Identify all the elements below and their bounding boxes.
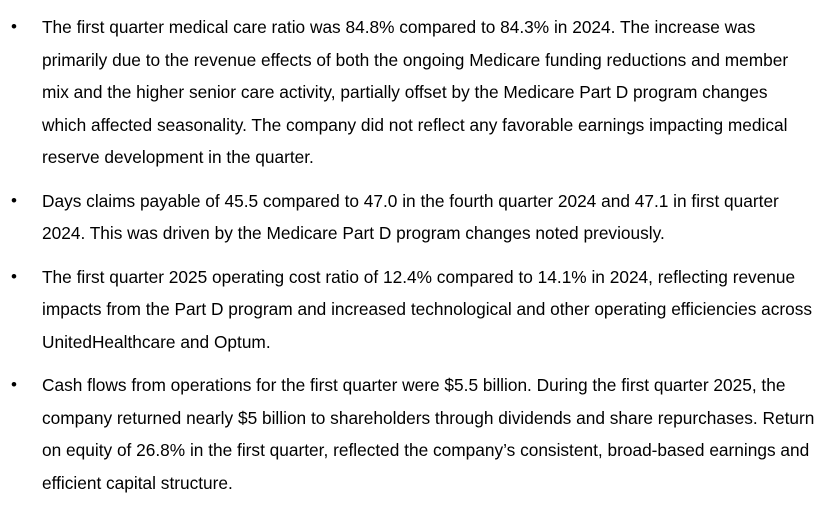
bullet-item-days-claims-payable — [0, 185, 822, 250]
bullet-text: Cash flows from operations for the first quarter were $5.5 billion. During the first quarter 2025, the company returned nearly $5 billion to shareholders through dividends and share repurchases. Return on equity of 26.8% in the first quarter, reflected the company’s consistent, broad-based earnings and efficient capital structure. — [42, 375, 815, 493]
bullet-item-cash-flows — [0, 369, 822, 499]
bullet-list — [0, 11, 822, 499]
bullet-text: The first quarter 2025 operating cost ratio of 12.4% compared to 14.1% in 2024, reflecting revenue impacts from the Part D program and increased technological and other operating efficiencies across UnitedHealthcare and Optum. — [42, 266, 813, 352]
bullet-marker: • — [11, 17, 17, 36]
bullet-item-medical-care-ratio — [0, 11, 822, 174]
bullet-marker: • — [11, 266, 17, 286]
bullet-text: The first quarter medical care ratio was 84.8% compared to 84.3% in 2024. The increase was primarily due to the revenue effects of both the ongoing Medicare funding reductions and member mix and the higher senior care activity, partially offset by the Medicare Part D program changes which affected seasonality. The company did not reflect any favorable earnings impacting medical reserve development in the quarter. — [42, 17, 789, 167]
bullet-marker: • — [11, 190, 17, 210]
bullet-text: Days claims payable of 45.5 compared to 47.0 in the fourth quarter 2024 and 47.1 in first quarter 2024. This was driven by the Medicare Part D program changes noted previously. — [42, 190, 779, 243]
bullet-item-operating-cost-ratio — [0, 261, 822, 359]
bullet-marker: • — [11, 375, 17, 394]
